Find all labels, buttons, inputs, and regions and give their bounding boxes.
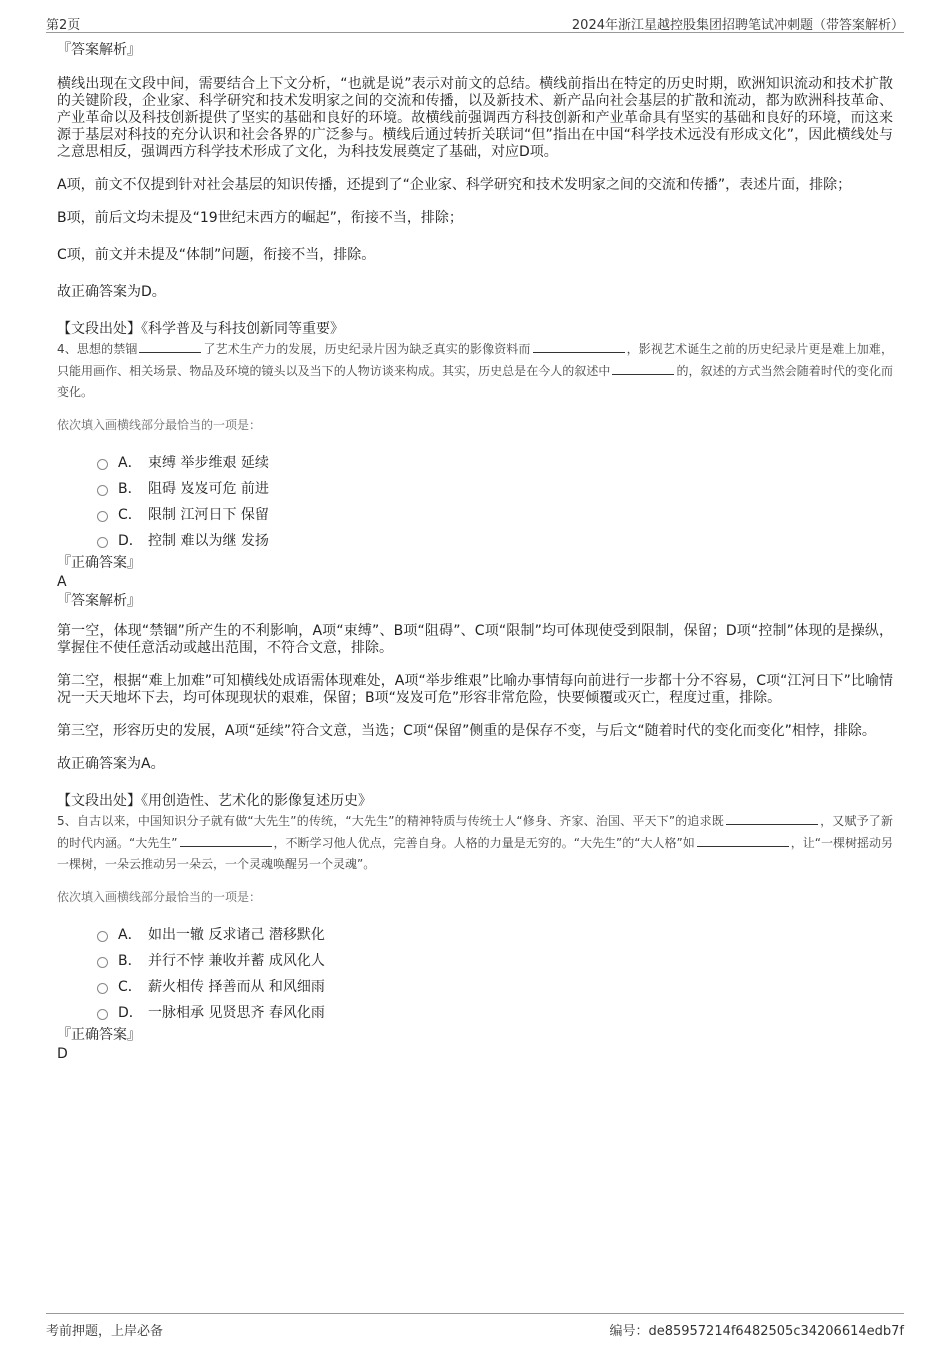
page-content [57,40,893,1063]
q5-option-b[interactable]: B． 并行不悖 兼收并蓄 成风化人 [97,947,893,973]
radio-icon[interactable] [97,931,108,942]
q4-analysis-p3: 第三空，形容历史的发展，A项“延续”符合文意，当选；C项“保留”侧重的是保存不变，与后文“随着时代的变化而变化”相悖，排除。 [57,723,876,739]
q3-analysis-p4: C项，前文并未提及“体制”问题，衔接不当，排除。 [57,247,376,263]
q3-analysis-label: 『答案解析』 [57,42,141,58]
q4-text-4: 的，叙述的方式当然会随着时代的变化而变化。 [57,364,893,399]
q5-text-3: ，不断学习他人优点，完善自身。人格的力量是无穷的。“大先生”的“大人格”如 [273,836,695,850]
q5-blank-2 [180,832,272,847]
q4-blank-2 [533,338,625,353]
document-id: 编号：de85957214f6482505c34206614edb7f [609,1324,904,1339]
q4-answer-label: 『正确答案』 [57,555,141,571]
q4-options [97,449,893,553]
q4-analysis-p2: 第二空，根据“难上加难”可知横线处成语需体现难处，A项“举步维艰”比喻办事情每向前进行一步都十分不容易，C项“江河日下”比喻情况一天天地坏下去，均可体现现状的艰难，保留；B项“岌岌可危”形容非常危险，快要倾覆或灭亡，程度过重，排除。 [57,673,893,706]
q5-question [57,810,893,875]
radio-icon[interactable] [97,459,108,470]
q4-text-2: 了艺术生产力的发展，历史纪录片因为缺乏真实的影像资料而 [203,342,531,356]
q4-answer: A [57,574,67,590]
q5-text-4: ，让“一棵树摇动另一棵树，一朵云推动另一朵云，一个灵魂唤醒另一个灵魂”。 [57,836,894,871]
q4-option-b[interactable]: B． 阻碍 岌岌可危 前进 [97,475,893,501]
q4-text-3: ，影视艺术诞生之前的历史纪录片更是难上加难，只能用画作、相关场景、物品及环境的镜头以及当下的人物访谈来构成。其实，历史总是在今人的叙述中 [57,342,893,378]
q4-analysis-p1: 第一空，体现“禁锢”所产生的不利影响，A项“束缚”、B项“阻碍”、C项“限制”均可体现使受到限制，保留；D项“控制”体现的是操纵，掌握住不使任意活动或越出范围，不符合文意，排除。 [57,623,893,656]
footer-slogan: 考前押题，上岸必备 [46,1324,164,1339]
radio-icon[interactable] [97,983,108,994]
q4-text-1: 4、思想的禁锢 [57,342,138,356]
radio-icon[interactable] [97,1009,108,1020]
q5-blank-1 [726,810,818,825]
radio-icon[interactable] [97,485,108,496]
q4-option-c[interactable]: C． 限制 江河日下 保留 [97,501,893,527]
page-footer [46,1313,904,1338]
q5-option-c[interactable]: C． 薪火相传 择善而从 和风细雨 [97,973,893,999]
q4-conclusion: 故正确答案为A。 [57,756,165,772]
q5-option-d[interactable]: D． 一脉相承 见贤思齐 春风化雨 [97,999,893,1025]
q5-text-2: ，又赋予了新的时代内涵。“大先生” [57,814,893,850]
q3-source: 【文段出处】《科学普及与科技创新同等重要》 [57,321,344,337]
q5-blank-3 [697,832,789,847]
radio-icon[interactable] [97,537,108,548]
page-number: 第2页 [46,18,81,33]
page-header [46,8,904,33]
q5-text-1: 5、自古以来，中国知识分子就有做“大先生”的传统，“大先生”的精神特质与传统士人“修身、齐家、治国、平天下”的追求既 [57,814,724,828]
q4-option-d[interactable]: D． 控制 难以为继 发扬 [97,527,893,553]
q4-analysis-label: 『答案解析』 [57,593,141,609]
q3-analysis-p2: A项，前文不仅提到针对社会基层的知识传播，还提到了“企业家、科学研究和技术发明家之间的交流和传播”，表述片面，排除； [57,177,852,193]
document-title: 2024年浙江星越控股集团招聘笔试冲刺题（带答案解析） [571,18,904,33]
radio-icon[interactable] [97,957,108,968]
q3-conclusion: 故正确答案为D。 [57,284,166,300]
q5-options [97,921,893,1025]
q4-question [57,338,893,403]
q3-analysis-p3: B项，前后文均未提及“19世纪末西方的崛起”，衔接不当，排除； [57,210,463,226]
q3-analysis-p1: 横线出现在文段中间，需要结合上下文分析，“也就是说”表示对前文的总结。横线前指出在特定的历史时期，欧洲知识流动和技术扩散的关键阶段，企业家、科学研究和技术发明家之间的交流和传播，以及新技术、新产品向社会基层的扩散和流动，都为欧洲科技革命、产业革命以及科技创新提供了坚实的基础和良好的环境。故横线前强调西方科技创新和产业革命具有坚实的基础和良好的环境，而这来源于基层对科技的充分认识和社会各界的广泛参与。横线后通过转折关联词“但”指出在中国“科学技术远没有形成文化”，因此横线处与之意思相反，强调西方科学技术形成了文化，为科技发展奠定了基础，对应D项。 [57,76,893,160]
q4-blank-3 [612,360,674,375]
q5-prompt: 依次填入画横线部分最恰当的一项是： [57,890,262,904]
radio-icon[interactable] [97,511,108,522]
q4-option-a[interactable]: A． 束缚 举步维艰 延续 [97,449,893,475]
q4-blank-1 [139,338,201,353]
q4-source: 【文段出处】《用创造性、艺术化的影像复述历史》 [57,793,372,809]
q5-option-a[interactable]: A． 如出一辙 反求诸己 潜移默化 [97,921,893,947]
q5-answer: D [57,1046,68,1062]
q4-prompt: 依次填入画横线部分最恰当的一项是： [57,418,262,432]
q5-answer-label: 『正确答案』 [57,1027,141,1043]
